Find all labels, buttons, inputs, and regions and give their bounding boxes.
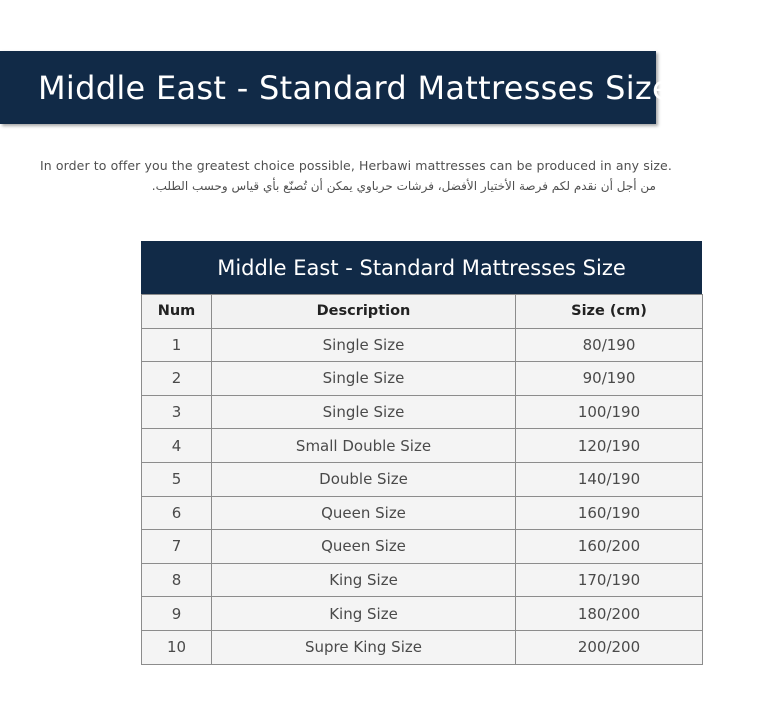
cell-num: 3 xyxy=(142,395,212,429)
header-description: Description xyxy=(212,295,516,329)
cell-num: 10 xyxy=(142,630,212,664)
table-title: Middle East - Standard Mattresses Size xyxy=(141,241,702,294)
table-row xyxy=(142,496,703,530)
table-header-row xyxy=(142,295,703,329)
cell-size: 80/190 xyxy=(516,328,703,362)
cell-size: 100/190 xyxy=(516,395,703,429)
table-row xyxy=(142,362,703,396)
table-row xyxy=(142,429,703,463)
cell-description: Queen Size xyxy=(212,530,516,564)
page-banner xyxy=(0,51,672,124)
cell-num: 1 xyxy=(142,328,212,362)
cell-description: Double Size xyxy=(212,462,516,496)
cell-size: 160/200 xyxy=(516,530,703,564)
table-row xyxy=(142,395,703,429)
cell-num: 6 xyxy=(142,496,212,530)
cell-num: 9 xyxy=(142,597,212,631)
table-row xyxy=(142,462,703,496)
sizes-table xyxy=(141,294,703,665)
cell-size: 140/190 xyxy=(516,462,703,496)
cell-num: 7 xyxy=(142,530,212,564)
cell-description: King Size xyxy=(212,597,516,631)
cell-description: Single Size xyxy=(212,328,516,362)
cell-num: 2 xyxy=(142,362,212,396)
header-num: Num xyxy=(142,295,212,329)
table-row xyxy=(142,530,703,564)
table-row xyxy=(142,563,703,597)
cell-description: Supre King Size xyxy=(212,630,516,664)
sizes-table-container xyxy=(141,241,702,665)
page-title: Middle East - Standard Mattresses Size xyxy=(38,68,672,107)
cell-description: Single Size xyxy=(212,362,516,396)
intro-english: In order to offer you the greatest choice possible, Herbawi mattresses can be produced in any size. xyxy=(40,158,672,173)
intro-arabic: من أجل أن نقدم لكم فرصة الأختيار الأفضل، فرشات حرباوي يمكن أن تُصنّع بأي قياس وحسب الطلب. xyxy=(151,179,656,193)
cell-description: King Size xyxy=(212,563,516,597)
table-row xyxy=(142,597,703,631)
cell-size: 160/190 xyxy=(516,496,703,530)
cell-size: 200/200 xyxy=(516,630,703,664)
cell-num: 4 xyxy=(142,429,212,463)
cell-size: 170/190 xyxy=(516,563,703,597)
header-size: Size (cm) xyxy=(516,295,703,329)
cell-size: 90/190 xyxy=(516,362,703,396)
cell-size: 180/200 xyxy=(516,597,703,631)
intro-text xyxy=(40,156,672,196)
table-row xyxy=(142,328,703,362)
cell-description: Queen Size xyxy=(212,496,516,530)
cell-description: Single Size xyxy=(212,395,516,429)
cell-num: 5 xyxy=(142,462,212,496)
cell-num: 8 xyxy=(142,563,212,597)
table-row xyxy=(142,630,703,664)
cell-size: 120/190 xyxy=(516,429,703,463)
cell-description: Small Double Size xyxy=(212,429,516,463)
